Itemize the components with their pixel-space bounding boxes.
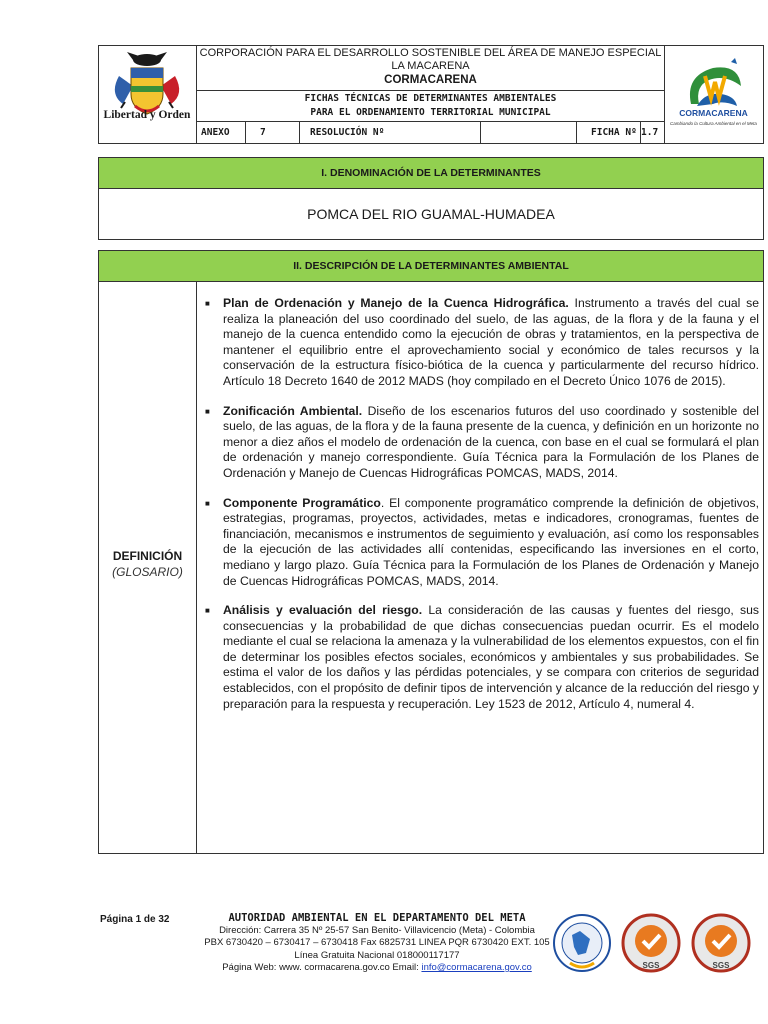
logo-tagline: Cambiando la Cultura Ambiental en el Meta: [670, 121, 757, 126]
section-denominacion: [98, 157, 764, 240]
organization-short-name: CORMACARENA: [384, 74, 477, 86]
certification-seals: [550, 905, 760, 980]
web-line: [192, 962, 562, 975]
item-term: Análisis y evaluación del riesgo.: [223, 603, 423, 618]
item-text: Diseño de los escenarios futuros del uso coordinado y sostenible del suelo, de las aguas, de la flora y de la fauna presente de la cuenca, y definición en un horizonte no menor a diez años el modelo de ordenación de la cuenca, con base en el cual se formulará el plan de ordenación y manejo correspondiente. Guía Técnica para la Formulación de los Planes de Ordenación y Manejo de Cuencas Hidrográficas POMCAS, MADS, 2014.: [223, 403, 759, 480]
list-item: [203, 496, 759, 590]
item-term: Plan de Ordenación y Manejo de la Cuenca Hidrográfica.: [223, 296, 569, 310]
cormacarena-logo-icon: [665, 46, 762, 143]
cormacarena-logo: [664, 46, 763, 143]
bullet-icon: ■: [205, 498, 210, 508]
seal-label-2: SGS: [712, 961, 730, 970]
authority-line: AUTORIDAD AMBIENTAL EN EL DEPARTAMENTO DEL META: [228, 912, 526, 924]
phone-line: PBX 6730420 – 6730417 – 6730418 Fax 6825731 LINEA PQR 6730420 EXT. 105: [204, 937, 550, 948]
determinante-name: POMCA DEL RIO GUAMAL-HUMADEA: [307, 206, 555, 222]
fichas-line-1: FICHAS TÉCNICAS DE DETERMINANTES AMBIENTALES: [304, 93, 557, 104]
address-line: Dirección: Carrera 35 Nº 25-57 San Benito- Villavicencio (Meta) - Colombia: [219, 924, 535, 936]
document-header: [98, 45, 764, 144]
item-term: Zonificación Ambiental.: [223, 403, 363, 418]
seal-label-1: SGS: [642, 961, 660, 970]
item-text: . El componente programático comprende la definición de objetivos, estrategias, programas, proyectos, actividades, metas e indicadores, cronogramas, fuentes de financiación, mecanismos e instrumentos de seguimiento y evaluación, así como los responsables de la ejecución de las actividades allí contenidas, especificando las inversiones en el corto, mediano y largo plazo. Guía Técnica para la Formulación de los Planes de Ordenación y Manejo de Cuencas Hidrográficas POMCAS, MADS, 2014.: [223, 495, 759, 588]
colombia-coat-of-arms: [99, 46, 197, 143]
coat-of-arms-icon: [99, 46, 195, 143]
glossary-label: (GLOSARIO): [112, 565, 183, 579]
organization-name: CORPORACIÓN PARA EL DESARROLLO SOSTENIBLE DEL ÁREA DE MANEJO ESPECIAL LA MACARENA: [199, 47, 662, 72]
list-item: [203, 296, 759, 390]
list-item: [203, 603, 759, 712]
item-text: La consideración de las causas y fuentes del riesgo, sus consecuencias y la probabilidad de que dichas consecuencias puedan ocurrir. Es el modelo mediante el cual se relaciona la amenaza y la vulnerabilidad de los elementos expuestos, con el fin de determinar los posibles efectos sociales, económicos y ambientales y sus probabilidades. Se estima el valor de los daños y las pérdidas potenciales, y se compara con criterios de seguridad establecidos, con el propósito de definir tipos de intervención y alcance de la reducción del riesgo y preparación para la respuesta y recuperación. Ley 1523 de 2012, Artículo 4, numeral 4.: [223, 603, 759, 711]
resolucion-label: RESOLUCIÓN Nº: [300, 122, 481, 143]
logo-wordmark: CORMACARENA: [679, 108, 748, 118]
definition-label: DEFINICIÓN: [112, 549, 183, 563]
section-2-heading: II. DESCRIPCIÓN DE LA DETERMINANTES AMBIENTAL: [99, 251, 763, 282]
bullet-icon: ■: [205, 406, 210, 416]
hotline-line: Línea Gratuita Nacional 018000117177: [294, 949, 460, 961]
anexo-label: ANEXO: [197, 122, 246, 143]
document-reference-row: [197, 122, 664, 143]
fichas-line-2: PARA EL ORDENAMIENTO TERRITORIAL MUNICIPAL: [310, 107, 551, 118]
page-number: Página 1 de 32: [100, 914, 170, 925]
header-center: [197, 46, 664, 143]
section-1-heading: I. DENOMINACIÓN DE LA DETERMINANTES: [99, 158, 763, 189]
fichas-title: [197, 90, 664, 122]
item-term: Componente Programático: [223, 495, 381, 510]
motto-caption: Libertad y Orden: [103, 109, 191, 121]
certification-seals-icon: [550, 905, 760, 980]
header-title: [197, 46, 664, 87]
web-prefix: Página Web: www. cormacarena.gov.co Email:: [222, 962, 422, 973]
list-item: [203, 404, 759, 482]
item-text: Instrumento a través del cual se realiza la planeación del uso coordinado del suelo, de las aguas, de la flora y de la fauna y el manejo de la cuenca entendido como la ejecución de obras y tratamientos, en la perspectiva de mantener el equilibrio entre el aprovechamiento social y económico de tales recursos y la conservación de la estructura físico-biótica de la cuenca y particularmente del recurso hídrico. Artículo 18 Decreto 1640 de 2012 MADS (hoy compilado en el Decreto Único 1076 de 2015).: [223, 296, 759, 388]
ficha-label: FICHA Nº: [577, 122, 641, 143]
definition-label-cell: [99, 282, 197, 853]
definition-list: [203, 296, 759, 726]
resolucion-value: [481, 122, 577, 143]
email-link[interactable]: info@cormacarena.gov.co: [421, 962, 532, 973]
anexo-value: 7: [246, 122, 300, 143]
section-descripcion: [98, 250, 764, 854]
ficha-value: 1.7: [641, 127, 659, 138]
bullet-icon: ■: [205, 299, 210, 308]
footer-contact: [192, 912, 562, 975]
bullet-icon: ■: [205, 606, 210, 616]
